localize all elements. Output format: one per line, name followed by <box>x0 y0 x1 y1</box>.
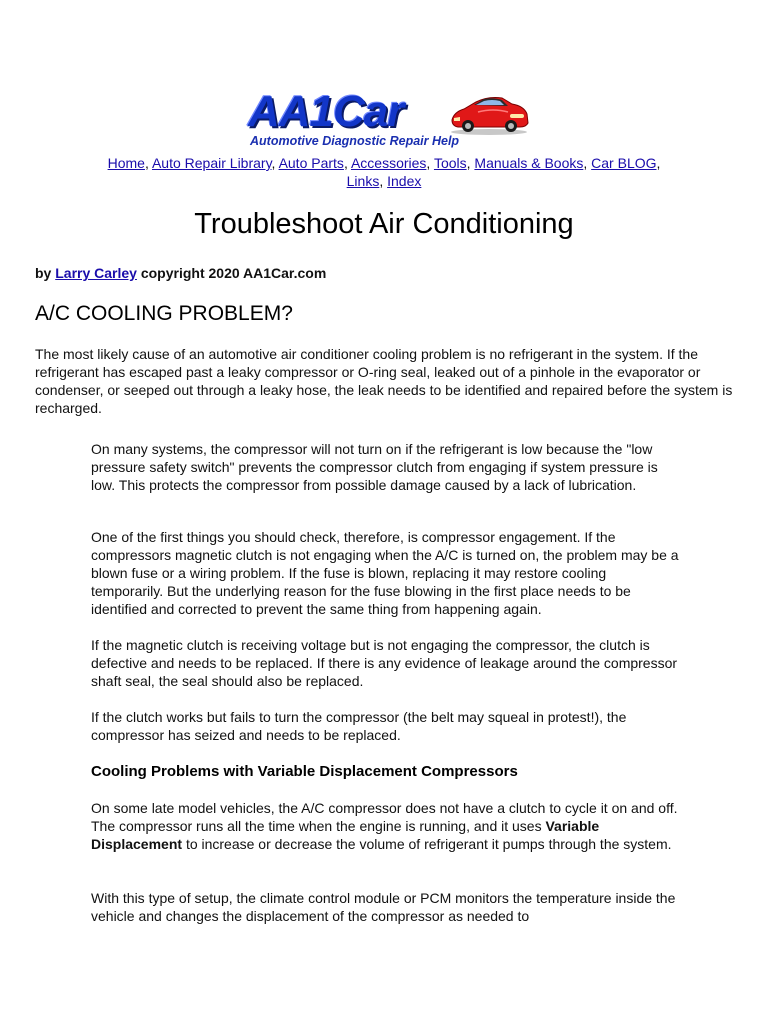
nav-link-manuals-books[interactable]: Manuals & Books <box>474 155 584 171</box>
byline-prefix: by <box>35 265 52 281</box>
nav-link-car-blog[interactable]: Car BLOG <box>591 155 657 171</box>
paragraph-text-continued: to increase or decrease the volume of refrigerant it pumps through the system. <box>185 836 672 852</box>
site-logo[interactable] <box>248 88 530 152</box>
paragraph-climate-control: With this type of setup, the climate control module or PCM monitors the temperature inside the vehicle and changes the displacement of the compressor as needed to <box>91 890 676 924</box>
site-navigation <box>100 154 668 190</box>
page-title: Troubleshoot Air Conditioning <box>194 208 574 240</box>
paragraph-low-pressure-switch: On many systems, the compressor will not turn on if the refrigerant is low because the "low pressure safety switch" prevents the compressor clutch from engaging if system pressure is low. This protects the compressor from possible damage caused by a lack of lubrication. <box>91 441 658 493</box>
nav-separator: , <box>656 155 661 171</box>
nav-link-accessories[interactable]: Accessories <box>350 155 427 171</box>
logo-text: AA1Car <box>248 87 404 136</box>
nav-separator: , <box>583 155 592 171</box>
paragraph-variable-displacement <box>91 799 681 853</box>
nav-link-home[interactable]: Home <box>107 155 145 171</box>
nav-separator: , <box>466 155 475 171</box>
subsection-heading: Cooling Problems with Variable Displacement Compressors <box>91 763 518 780</box>
paragraph-magnetic-clutch: If the magnetic clutch is receiving voltage but is not engaging the compressor, the clutch is defective and needs to be replaced. If there is any evidence of leakage around the compressor shaft seal, the seal should also be replaced. <box>91 637 678 689</box>
nav-link-index[interactable]: Index <box>387 173 422 189</box>
section-heading: A/C COOLING PROBLEM? <box>35 302 293 325</box>
paragraph-text: On some late model vehicles, the A/C compressor does not have a clutch to cycle it on and off. The compressor runs all the time when the engine is running, and it uses <box>91 800 678 834</box>
paragraph-seized-compressor: If the clutch works but fails to turn the compressor (the belt may squeal in protest!), the compressor has seized and needs to be replaced. <box>91 709 627 743</box>
nav-separator: , <box>144 155 152 171</box>
byline-copyright: copyright 2020 AA1Car.com <box>140 265 327 281</box>
nav-link-tools[interactable]: Tools <box>433 155 467 171</box>
author-link[interactable]: Larry Carley <box>55 265 137 281</box>
variable-displacement-term: Variable Displacement <box>91 818 600 852</box>
nav-separator: , <box>271 155 279 171</box>
nav-link-links[interactable]: Links <box>346 173 380 189</box>
nav-separator: , <box>379 173 388 189</box>
red-car-icon <box>448 90 530 136</box>
nav-separator: , <box>343 155 351 171</box>
byline <box>35 264 326 282</box>
nav-separator: , <box>426 155 434 171</box>
nav-link-auto-parts[interactable]: Auto Parts <box>278 155 344 171</box>
logo-tagline: Automotive Diagnostic Repair Help <box>250 134 460 148</box>
intro-paragraph: The most likely cause of an automotive air conditioner cooling problem is no refrigerant in the system. If the refrigerant has escaped past a leaky compressor or O-ring seal, leaked out of a pinhole in the evaporator or condenser, or seeped out through a leaky hose, the leak needs to be identified and repaired before the system is recharged. <box>35 346 733 416</box>
paragraph-compressor-engagement: One of the first things you should check, therefore, is compressor engagement. If the compressors magnetic clutch is not engaging when the A/C is turned on, the problem may be a blown fuse or a wiring problem. If the fuse is blown, replacing it may restore cooling temporarily. But the underlying reason for the fuse blowing in the first place needs to be identified and corrected to prevent the same thing from happening again. <box>91 529 679 617</box>
nav-link-auto-repair-library[interactable]: Auto Repair Library <box>151 155 272 171</box>
